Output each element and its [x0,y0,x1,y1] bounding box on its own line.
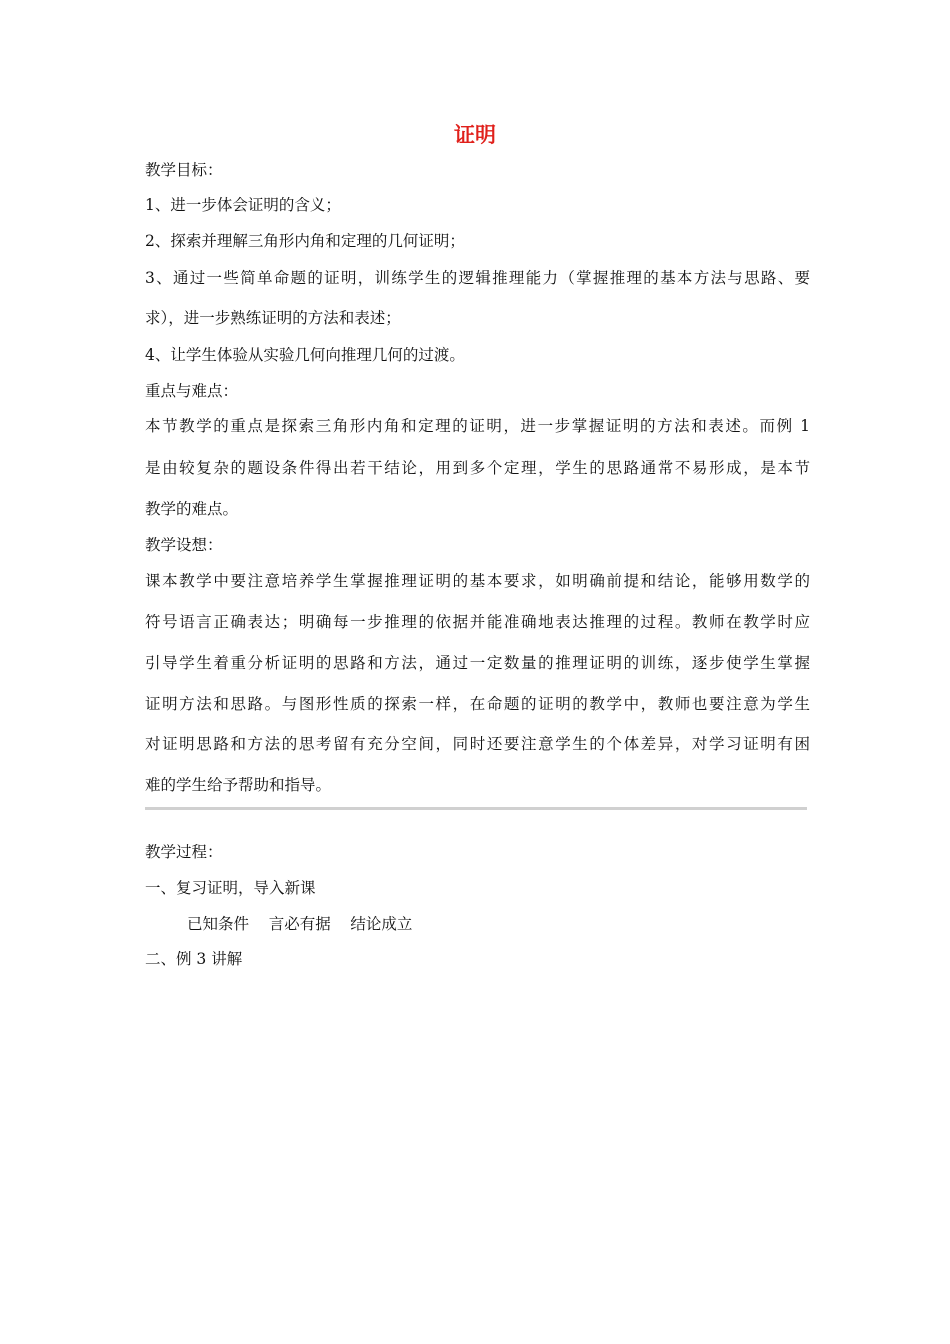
process-heading: 教学过程： [145,843,223,861]
design-paragraph-line-5: 对证明思路和方法的思考留有充分空间，同时还要注意学生的个体差异，对学习证明有困 [145,735,810,753]
process-step-2: 二、例 3 讲解 [145,950,243,968]
design-paragraph-line-6: 难的学生给予帮助和指导。 [145,776,332,794]
focus-heading: 重点与难点： [145,382,239,400]
goal-item-3-line-2: 求），进一步熟练证明的方法和表述； [145,309,401,327]
goal-item-4: 4、让学生体验从实验几何向推理几何的过渡。 [145,346,465,364]
focus-paragraph-line-2: 是由较复杂的题设条件得出若干结论，用到多个定理，学生的思路通常不易形成，是本节 [145,459,810,477]
focus-paragraph-line-1: 本节教学的重点是探索三角形内角和定理的证明，进一步掌握证明的方法和表述。而例 1 [145,417,810,435]
goal-item-2: 2、探索并理解三角形内角和定理的几何证明； [145,232,465,250]
focus-paragraph-line-3: 教学的难点。 [145,500,239,518]
design-paragraph-line-2: 符号语言正确表达；明确每一步推理的依据并能准确地表达推理的过程。教师在教学时应 [145,613,810,631]
design-paragraph-line-3: 引导学生着重分析证明的思路和方法，通过一定数量的推理证明的训练，逐步使学生掌握 [145,654,810,672]
process-step-1-detail: 已知条件 言必有据 结论成立 [187,915,413,933]
goals-heading: 教学目标： [145,161,223,179]
process-step-1: 一、复习证明，导入新课 [145,879,316,897]
design-paragraph-line-4: 证明方法和思路。与图形性质的探索一样，在命题的证明的教学中，教师也要注意为学生 [145,695,810,713]
goal-item-3-line-1: 3、通过一些简单命题的证明，训练学生的逻辑推理能力（掌握推理的基本方法与思路、要 [145,269,810,287]
section-divider [145,807,807,810]
design-heading: 教学设想： [145,536,223,554]
document-title: 证明 [454,122,496,147]
design-paragraph-line-1: 课本教学中要注意培养学生掌握推理证明的基本要求，如明确前提和结论，能够用数学的 [145,572,810,590]
goal-item-1: 1、进一步体会证明的含义； [145,196,341,214]
